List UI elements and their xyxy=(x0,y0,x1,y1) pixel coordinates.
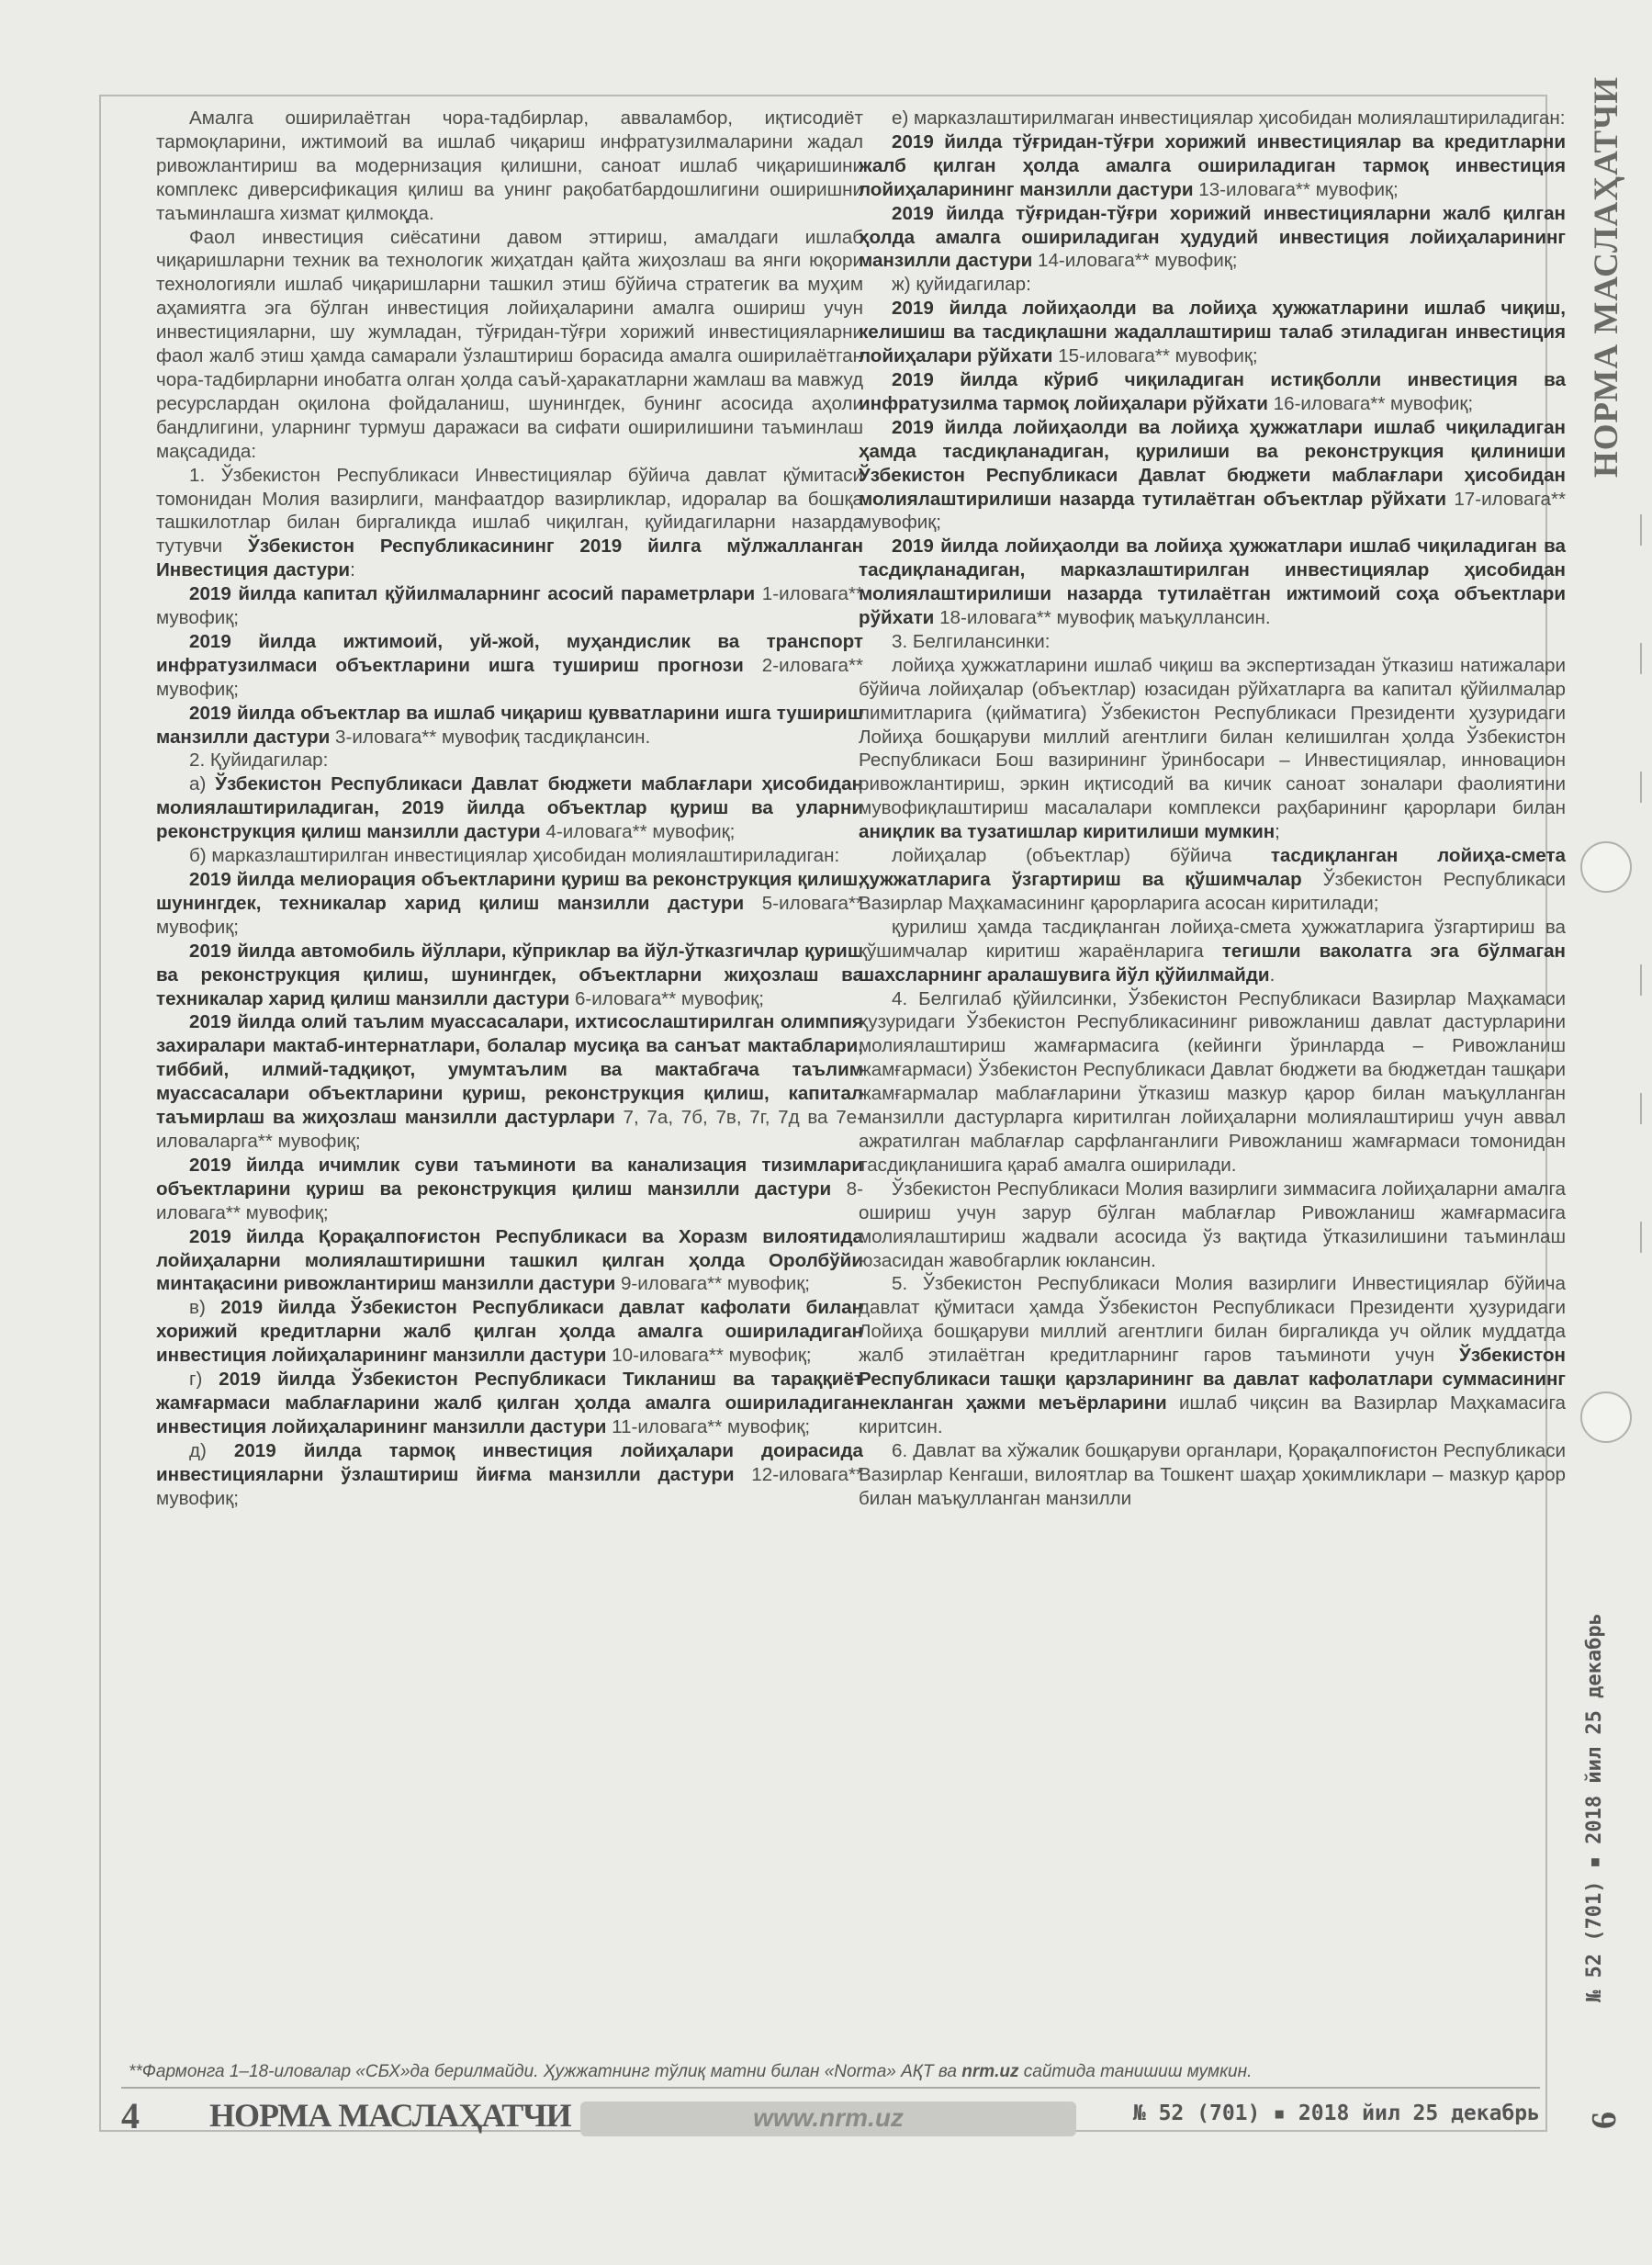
paragraph-text: 16-иловага** мувофиқ; xyxy=(1267,392,1474,414)
paragraph-text: 6-иловага** мувофиқ; xyxy=(569,987,764,1009)
paragraph-bold-text: 2019 йилда автомобиль йўллари, кўприклар ва йўл-ўтказгичлар қуриш ва реконструкция қилиш, шунингдек, объектларни жиҳозлаш ва техникалар харид қилиш манзилли дастури xyxy=(156,940,863,1009)
paragraph-text: е) марказлаштирилмаган инвестициялар ҳисобидан молиялаштириладиган: xyxy=(892,107,1566,129)
paragraph-text: қурилиш ҳамда тасдиқланган лойиҳа-смета ҳужжатларига ўзгартириш ва қўшимчалар киритиш жараёнларига xyxy=(859,916,1566,962)
paragraph xyxy=(156,464,863,583)
paragraph-bold-text: 2019 йилда кўриб чиқиладиган истиқболли инвестиция ва инфратузилма тармоқ лойиҳалари рўйхати xyxy=(859,368,1566,414)
paragraph xyxy=(859,535,1566,630)
binder-hole xyxy=(1580,841,1632,893)
paragraph-text: 17-иловага** мувофиқ; xyxy=(859,488,1566,534)
side-page-number: 6 xyxy=(1585,2112,1624,2129)
paragraph xyxy=(859,273,1566,297)
paragraph-text: 5. Ўзбекистон Республикаси Молия вазирлиги Инвестициялар бўйича давлат қўмитаси ҳамда Ўзбекистон Республикаси Президенти ҳузуридаги Лойиҳа бошқаруви миллий агентлиги билан биргаликда уч ойлик муддатда жалб этилаётган кредитларнинг гаров таъминоти учун xyxy=(859,1273,1566,1367)
paragraph-text: лойиҳалар (объектлар) бўйича xyxy=(892,845,1271,867)
paragraph xyxy=(859,654,1566,844)
footer-page-number: 4 xyxy=(121,2095,140,2136)
margin-tick xyxy=(1640,772,1642,803)
paragraph-text: Ўзбекистон Республикаси Вазирлар Маҳкамасининг қарорларига асосан киритилади; xyxy=(859,869,1566,914)
paragraph-bold-text: 2019 йилда ичимлик суви таъминоти ва канализация тизимлари объектларини қуриш ва реконструкция қилиш манзилли дастури xyxy=(156,1154,863,1200)
paragraph-text: 7, 7а, 7б, 7в, 7г, 7д ва 7е-иловаларга** мувофиқ; xyxy=(156,1107,863,1152)
paragraph-bold-text: 2019 йилда тўғридан-тўғри хорижий инвестицияларни жалб қилган ҳолда амалга ошириладиган ҳудудий инвестиция лойиҳаларининг манзилли дастури xyxy=(859,202,1566,272)
paragraph xyxy=(859,416,1566,535)
paragraph-bold-text: 2019 йилда объектлар ва ишлаб чиқариш қувватларини ишга тушириш манзилли дастури xyxy=(156,702,863,748)
footer-issue: № 52 (701) ▪ 2018 йил 25 декабрь xyxy=(1132,2102,1540,2125)
footnote-site: nrm.uz xyxy=(961,2062,1019,2081)
paragraph-text: а) xyxy=(189,773,216,795)
footnote xyxy=(129,2062,1534,2082)
paragraph xyxy=(156,772,863,844)
paragraph-text: 4-иловага** мувофиқ; xyxy=(540,821,736,843)
left-column xyxy=(156,107,863,1510)
paragraph-text: 1. Ўзбекистон Республикаси Инвестициялар бўйича давлат қўмитаси томонидан Молия вазирлиги, манфаатдор вазирликлар, идоралар ва бошқа ташкилотлар билан биргаликда ишлаб чиқилган, қуйидагиларни назарда тутувчи xyxy=(156,464,863,558)
paragraph-text: 10-иловага** мувофиқ; xyxy=(606,1345,812,1367)
paragraph xyxy=(156,1296,863,1368)
paragraph xyxy=(156,226,863,464)
paragraph xyxy=(156,844,863,868)
paragraph-text: : xyxy=(350,559,355,581)
paragraph xyxy=(859,1439,1566,1511)
paragraph-text: 14-иловага** мувофиқ; xyxy=(1032,250,1238,272)
footer-brand: НОРМА МАСЛАҲАТЧИ xyxy=(209,2097,571,2134)
paragraph-text: 15-иловага** мувофиқ; xyxy=(1052,345,1258,367)
margin-tick xyxy=(1640,1222,1642,1253)
paragraph-text: 11-иловага** мувофиқ; xyxy=(606,1415,811,1437)
paragraph-text: 12-иловага** мувофиқ; xyxy=(156,1463,863,1509)
paragraph-text: 2. Қуйидагилар: xyxy=(189,749,329,772)
footnote-text: **Фармонга 1–18-иловалар «СБХ»да берилмайди. Ҳужжатнинг тўлиқ матни билан «Norma» АҚТ ва xyxy=(129,2062,962,2081)
side-issue: № 52 (701) ▪ 2018 йил 25 декабрь xyxy=(1583,1613,1606,2002)
margin-tick xyxy=(1640,643,1642,674)
paragraph xyxy=(156,940,863,1011)
paragraph-text: лойиҳа ҳужжатларини ишлаб чиқиш ва экспертизадан ўтказиш натижалари бўйича лойиҳалар (объектлар) юзасидан рўйхатларга ва капитал қўйилмалар лимитларига (қийматига) Ўзбекистон Республикаси Президенти ҳузуридаги Лойиҳа бошқаруви миллий агентлиги билан келишилган ҳолда Ўзбекистон Республикаси Бош вазирининг ўринбосари – Инвестициялар, инновацион ривожлантириш, эркин иқтисодий ва кичик саноат зоналари фаолиятини мувофиқлаштириш масалалари комплекси раҳбарининг қарорлари билан xyxy=(859,654,1566,819)
paragraph-bold-text: 2019 йилда тармоқ инвестиция лойиҳалари доирасида инвестицияларни ўзлаштириш йиғма манзилли дастури xyxy=(156,1439,863,1485)
right-column xyxy=(859,107,1566,1510)
paragraph-text: в) xyxy=(189,1297,221,1319)
paragraph-text: ; xyxy=(1275,821,1280,843)
paragraph xyxy=(859,130,1566,202)
paragraph-text: 2-иловага** мувофиқ; xyxy=(156,654,863,700)
paragraph-bold-text: 2019 йилда лойиҳаолди ва лойиҳа ҳужжатлари ишлаб чиқиладиган ва тасдиқланадиган, марказлаштирилган инвестициялар ҳисобидан молиялаштирилиши назарда тутилаётган ижтимоий соҳа объектлари рўйхати xyxy=(859,535,1566,629)
footer-url-bar xyxy=(580,2102,1076,2136)
paragraph-bold-text: Ўзбекистон Республикасининг 2019 йилга мўлжалланган Инвестиция дастури xyxy=(156,535,864,581)
paragraph-text: 6. Давлат ва хўжалик бошқаруви органлари, Қорақалпоғистон Республикаси Вазирлар Кенгаши, вилоятлар ва Тошкент шаҳар ҳокимликлари – мазкур қарор билан маъқулланган манзилли xyxy=(859,1439,1566,1509)
paragraph-text: ж) қуйидагилар: xyxy=(892,274,1031,296)
paragraph xyxy=(156,749,863,772)
paragraph xyxy=(859,368,1566,416)
paragraph xyxy=(156,868,863,940)
paragraph-bold-text: 2019 йилда ижтимоий, уй-жой, муҳандислик ва транспорт инфратузилмаси объектларини ишга тушириш прогнози xyxy=(156,630,863,676)
margin-tick xyxy=(1640,964,1642,996)
paragraph-bold-text: тасдиқланган лойиҳа-смета ҳужжатларига ўзгартириш ва қўшимчалар xyxy=(859,845,1566,890)
paragraph-text: Фаол инвестиция сиёсатини давом эттириш, амалдаги ишлаб чиқаришларни техник ва технологик жиҳатдан қайта жиҳозлаш ва янги юқори технологияли ишлаб чиқаришларни ташкил этиш бўйича стратегик ва муҳим аҳамиятга эга бўлган инвестиция лойиҳаларини амалга ошириш учун инвестицияларни, шу жумладан, тўғридан-тўғри хорижий инвестицияларни фаол жалб этиш ҳамда самарали ўзлаштириш борасида амалга оширилаётган чора-тадбирларни инобатга олган ҳолда саъй-ҳаракатларни жамлаш ва мавжуд ресурслардан оқилона фойдаланиш, шунингдек, бунинг асосида аҳоли бандлигини, уларнинг турмуш даражаси ва сифати оширилишини таъминлаш мақсадида: xyxy=(156,226,863,462)
paragraph-bold-text: Ўзбекистон Республикаси Давлат бюджети маблағлари ҳисобидан молиялаштириладиган, 2019 йилда объектлар қуриш ва уларни реконструкция қилиш манзилли дастури xyxy=(156,773,863,843)
paragraph-text: 8-иловага** мувофиқ; xyxy=(156,1178,863,1223)
paragraph xyxy=(156,107,863,226)
paragraph xyxy=(859,844,1566,916)
paragraph-text: Ўзбекистон Республикаси Молия вазирлиги зиммасига лойиҳаларни амалга ошириш учун зарур бўлган маблағлар Ривожланиш жамғармасига молиялаштириш жадвали асосида ўз вақтида ўтказилишини таъминлаш юзасидан жавобгарлик юклансин. xyxy=(859,1178,1566,1271)
paragraph-bold-text: 2019 йилда капитал қўйилмаларнинг асосий параметрлари xyxy=(189,583,756,605)
paragraph xyxy=(859,1272,1566,1438)
paragraph-text: 4. Белгилаб қўйилсинки, Ўзбекистон Республикаси Вазирлар Маҳкамаси ҳузуридаги Ўзбекистон Республикасининг ривожланиш давлат дастурларини молиялаштириш жамғармасига (кейинги ўринларда – Ривожланиш жамғармаси) Ўзбекистон Республикаси Давлат бюджети ва бюджетдан ташқари жамғармалар маблағларини ўтказиш мазкур қарор билан маъқулланган манзилли дастурларга киритилган лойиҳаларни молиялаштириш учун аввал ажратилган маблағлар сарфланганлиги Ривожланиш жамғармаси томонидан тасдиқланишига қараб амалга оширилади. xyxy=(859,987,1566,1176)
paragraph-text: г) xyxy=(189,1369,219,1391)
paragraph-text: 3. Белгилансинки: xyxy=(892,630,1051,652)
paragraph-bold-text: 2019 йилда Ўзбекистон Республикаси давлат кафолати билан хорижий кредитларни жалб қилган ҳолда амалга ошириладиган инвестиция лойиҳаларининг манзилли дастури xyxy=(156,1297,863,1367)
paragraph-bold-text: 2019 йилда мелиорация объектларини қуриш ва реконструкция қилиш, шунингдек, техникалар харид қилиш манзилли дастури xyxy=(156,869,863,914)
paragraph xyxy=(156,702,863,749)
page-footer xyxy=(121,2096,1540,2142)
paragraph-text: . xyxy=(1269,963,1276,986)
paragraph xyxy=(859,107,1566,130)
paragraph-bold-text: 2019 йилда Ўзбекистон Республикаси Тикланиш ва тараққиёт жамғармаси маблағларини жалб қилган ҳолда амалга ошириладиган инвестиция лойиҳаларининг манзилли дастури xyxy=(156,1369,863,1437)
paragraph-text: д) xyxy=(189,1439,234,1461)
paragraph-bold-text: Ўзбекистон Республикаси ташқи қарзларининг ва давлат кафолатлари суммасининг чекланган ҳажми меъёрларини xyxy=(859,1345,1566,1414)
side-brand: НОРМА МАСЛАҲАТЧИ xyxy=(1588,75,1625,478)
footer-url[interactable]: www.nrm.uz xyxy=(753,2103,904,2132)
paragraph-bold-text: 2019 йилда лойиҳаолди ва лойиҳа ҳужжатлари ишлаб чиқиладиган ҳамда тасдиқланадиган, қурилиши ва реконструкция қилиниши Ўзбекистон Республикаси Давлат бюджети маблағлари ҳисобидан молиялаштирилиши назарда тутилаётган объектлар рўйхати xyxy=(859,416,1566,510)
paragraph-bold-text: 2019 йилда олий таълим муассасалари, ихтисослаштирилган олимпия захиралари мактаб-интернатлари, болалар мусиқа ва санъат мактаблари, тиббий, илмий-тадқиқот, умумтаълим ва мактабгача таълим муассасалари объектларини қуриш, реконструкция қилиш, капитал таъмирлаш ва жиҳозлаш манзилли дастурлари xyxy=(156,1011,863,1129)
paragraph xyxy=(859,1178,1566,1273)
paragraph-text: 3-иловага** мувофиқ тасдиқлансин. xyxy=(330,726,651,748)
margin-tick xyxy=(1640,514,1642,546)
paragraph xyxy=(156,1368,863,1439)
paragraph-text: 18-иловага** мувофиқ маъқуллансин. xyxy=(934,607,1271,629)
footnote-tail: сайтида танишиш мумкин. xyxy=(1018,2062,1253,2081)
paragraph-text: 5-иловага** мувофиқ; xyxy=(156,892,863,938)
paragraph-bold-text: 2019 йилда тўғридан-тўғри хорижий инвестициялар ва кредитларни жалб қилган ҳолда амалга ошириладиган тармоқ инвестиция лойиҳаларининг манзилли дастури xyxy=(859,130,1566,200)
paragraph xyxy=(156,630,863,702)
paragraph xyxy=(859,916,1566,987)
paragraph xyxy=(156,1010,863,1153)
paragraph-bold-text: тегишли ваколатга эга бўлмаган шахсларнинг аралашувига йўл қўйилмайди xyxy=(859,940,1566,986)
binder-hole xyxy=(1580,1392,1632,1443)
paragraph-text: б) марказлаштирилган инвестициялар ҳисобидан молиялаштириладиган: xyxy=(189,845,840,867)
paragraph-bold-text: аниқлик ва тузатишлар киритилиши мумкин xyxy=(859,821,1276,843)
paragraph-text: ишлаб чиқсин ва Вазирлар Маҳкамасига киритсин. xyxy=(859,1392,1566,1437)
paragraph-text: 13-иловага** мувофиқ; xyxy=(1193,178,1399,200)
paragraph-text: 1-иловага** мувофиқ; xyxy=(156,583,863,629)
paragraph xyxy=(859,987,1566,1178)
paragraph xyxy=(156,1154,863,1225)
paragraph xyxy=(859,630,1566,654)
paragraph-bold-text: 2019 йилда лойиҳаолди ва лойиҳа ҳужжатларини ишлаб чиқиш, келишиш ва тасдиқлашни жадаллаштириш талаб этиладиган инвестиция лойиҳалари рўйхати xyxy=(859,298,1566,367)
margin-tick xyxy=(1640,1093,1642,1124)
paragraph-text: Амалга оширилаётган чора-тадбирлар, авваламбор, иқтисодиёт тармоқларини, ижтимоий ва ишлаб чиқариш инфратузилмаларини жадал ривожлантириш ва модернизация қилишни, саноат ишлаб чиқаришини комплекс диверсификация қилиш ва унинг рақобатбардошлигини оширишни таъминлашга хизмат қилмоқда. xyxy=(156,107,863,224)
footer-divider xyxy=(121,2087,1540,2089)
paragraph-text: 9-иловага** мувофиқ; xyxy=(615,1273,810,1295)
paragraph xyxy=(859,202,1566,274)
paragraph xyxy=(156,1225,863,1297)
paragraph-bold-text: 2019 йилда Қорақалпоғистон Республикаси ва Хоразм вилоятида лойиҳаларни молиялаштиришни ташкил қилган ҳолда Оролбўйи минтақасини ривожлантириш манзилли дастури xyxy=(156,1225,863,1295)
paragraph xyxy=(156,1439,863,1511)
paragraph xyxy=(859,297,1566,368)
paragraph xyxy=(156,582,863,630)
